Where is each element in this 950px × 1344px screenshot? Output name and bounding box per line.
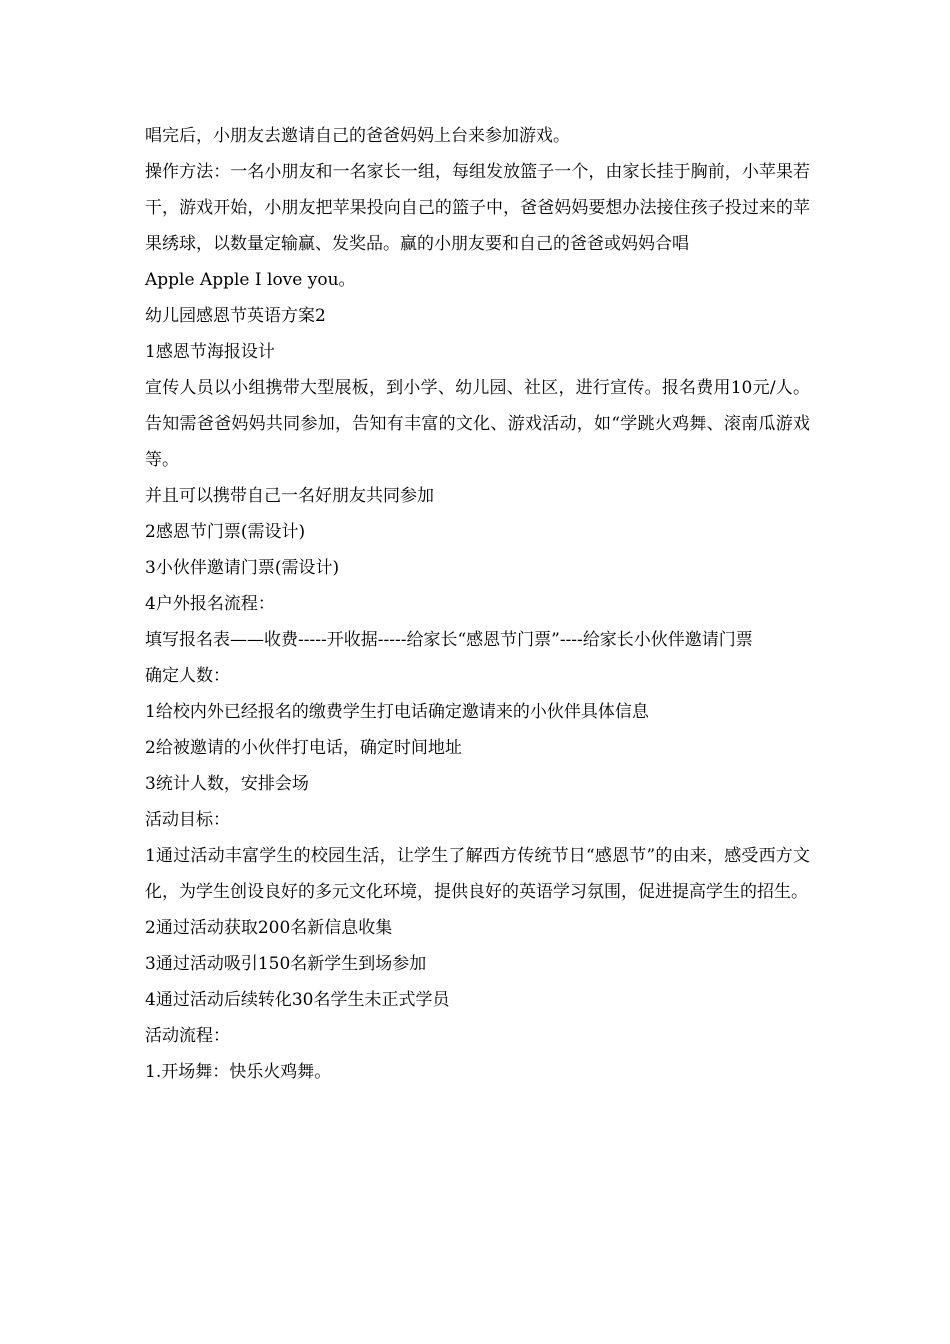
paragraph-8: 2感恩节门票(需设计)	[145, 522, 306, 542]
paragraph-11: 填写报名表——收费-----开收据-----给家长“感恩节门票”----给家长小伙伴邀请门票	[145, 630, 753, 650]
paragraph-19: 3通过活动吸引150名新学生到场参加	[145, 954, 427, 974]
paragraph-2: 操作方法：一名小朋友和一名家长一组，每组发放篮子一个，由家长挂于胸前，小苹果若干，游戏开始，小朋友把苹果投向自己的篮子中，爸爸妈妈要想办法接住孩子投过来的苹果绣球，以数量定输赢、发奖品。赢的小朋友要和自己的爸爸或妈妈合唱	[145, 162, 810, 254]
section-title: 幼儿园感恩节英语方案2	[145, 306, 326, 326]
paragraph-13: 1给校内外已经报名的缴费学生打电话确定邀请来的小伙伴具体信息	[145, 702, 649, 722]
paragraph-18: 2通过活动获取200名新信息收集	[145, 918, 393, 938]
paragraph-14: 2给被邀请的小伙伴打电话，确定时间地址	[145, 738, 462, 758]
paragraph-20: 4通过活动后续转化30名学生未正式学员	[145, 990, 450, 1010]
paragraph-6: 宣传人员以小组携带大型展板，到小学、幼儿园、社区，进行宣传。报名费用10元/人。告知需爸爸妈妈共同参加，告知有丰富的文化、游戏活动，如“学跳火鸡舞、滚南瓜游戏等。	[145, 378, 810, 470]
paragraph-22: 1.开场舞：快乐火鸡舞。	[145, 1062, 332, 1082]
paragraph-21: 活动流程：	[145, 1026, 230, 1046]
paragraph-16: 活动目标：	[145, 810, 230, 830]
paragraph-9: 3小伙伴邀请门票(需设计)	[145, 558, 340, 578]
paragraph-15: 3统计人数，安排会场	[145, 774, 309, 794]
paragraph-1: 唱完后，小朋友去邀请自己的爸爸妈妈上台来参加游戏。	[145, 126, 570, 146]
paragraph-5: 1感恩节海报设计	[145, 342, 275, 362]
paragraph-10: 4户外报名流程：	[145, 594, 275, 614]
paragraph-3: Apple Apple I love you。	[145, 270, 356, 290]
document-body	[145, 118, 810, 1090]
paragraph-17: 1通过活动丰富学生的校园生活，让学生了解西方传统节日“感恩节”的由来，感受西方文化，为学生创设良好的多元文化环境，提供良好的英语学习氛围，促进提高学生的招生。	[145, 846, 810, 902]
paragraph-12: 确定人数：	[145, 666, 230, 686]
paragraph-7: 并且可以携带自己一名好朋友共同参加	[145, 486, 434, 506]
